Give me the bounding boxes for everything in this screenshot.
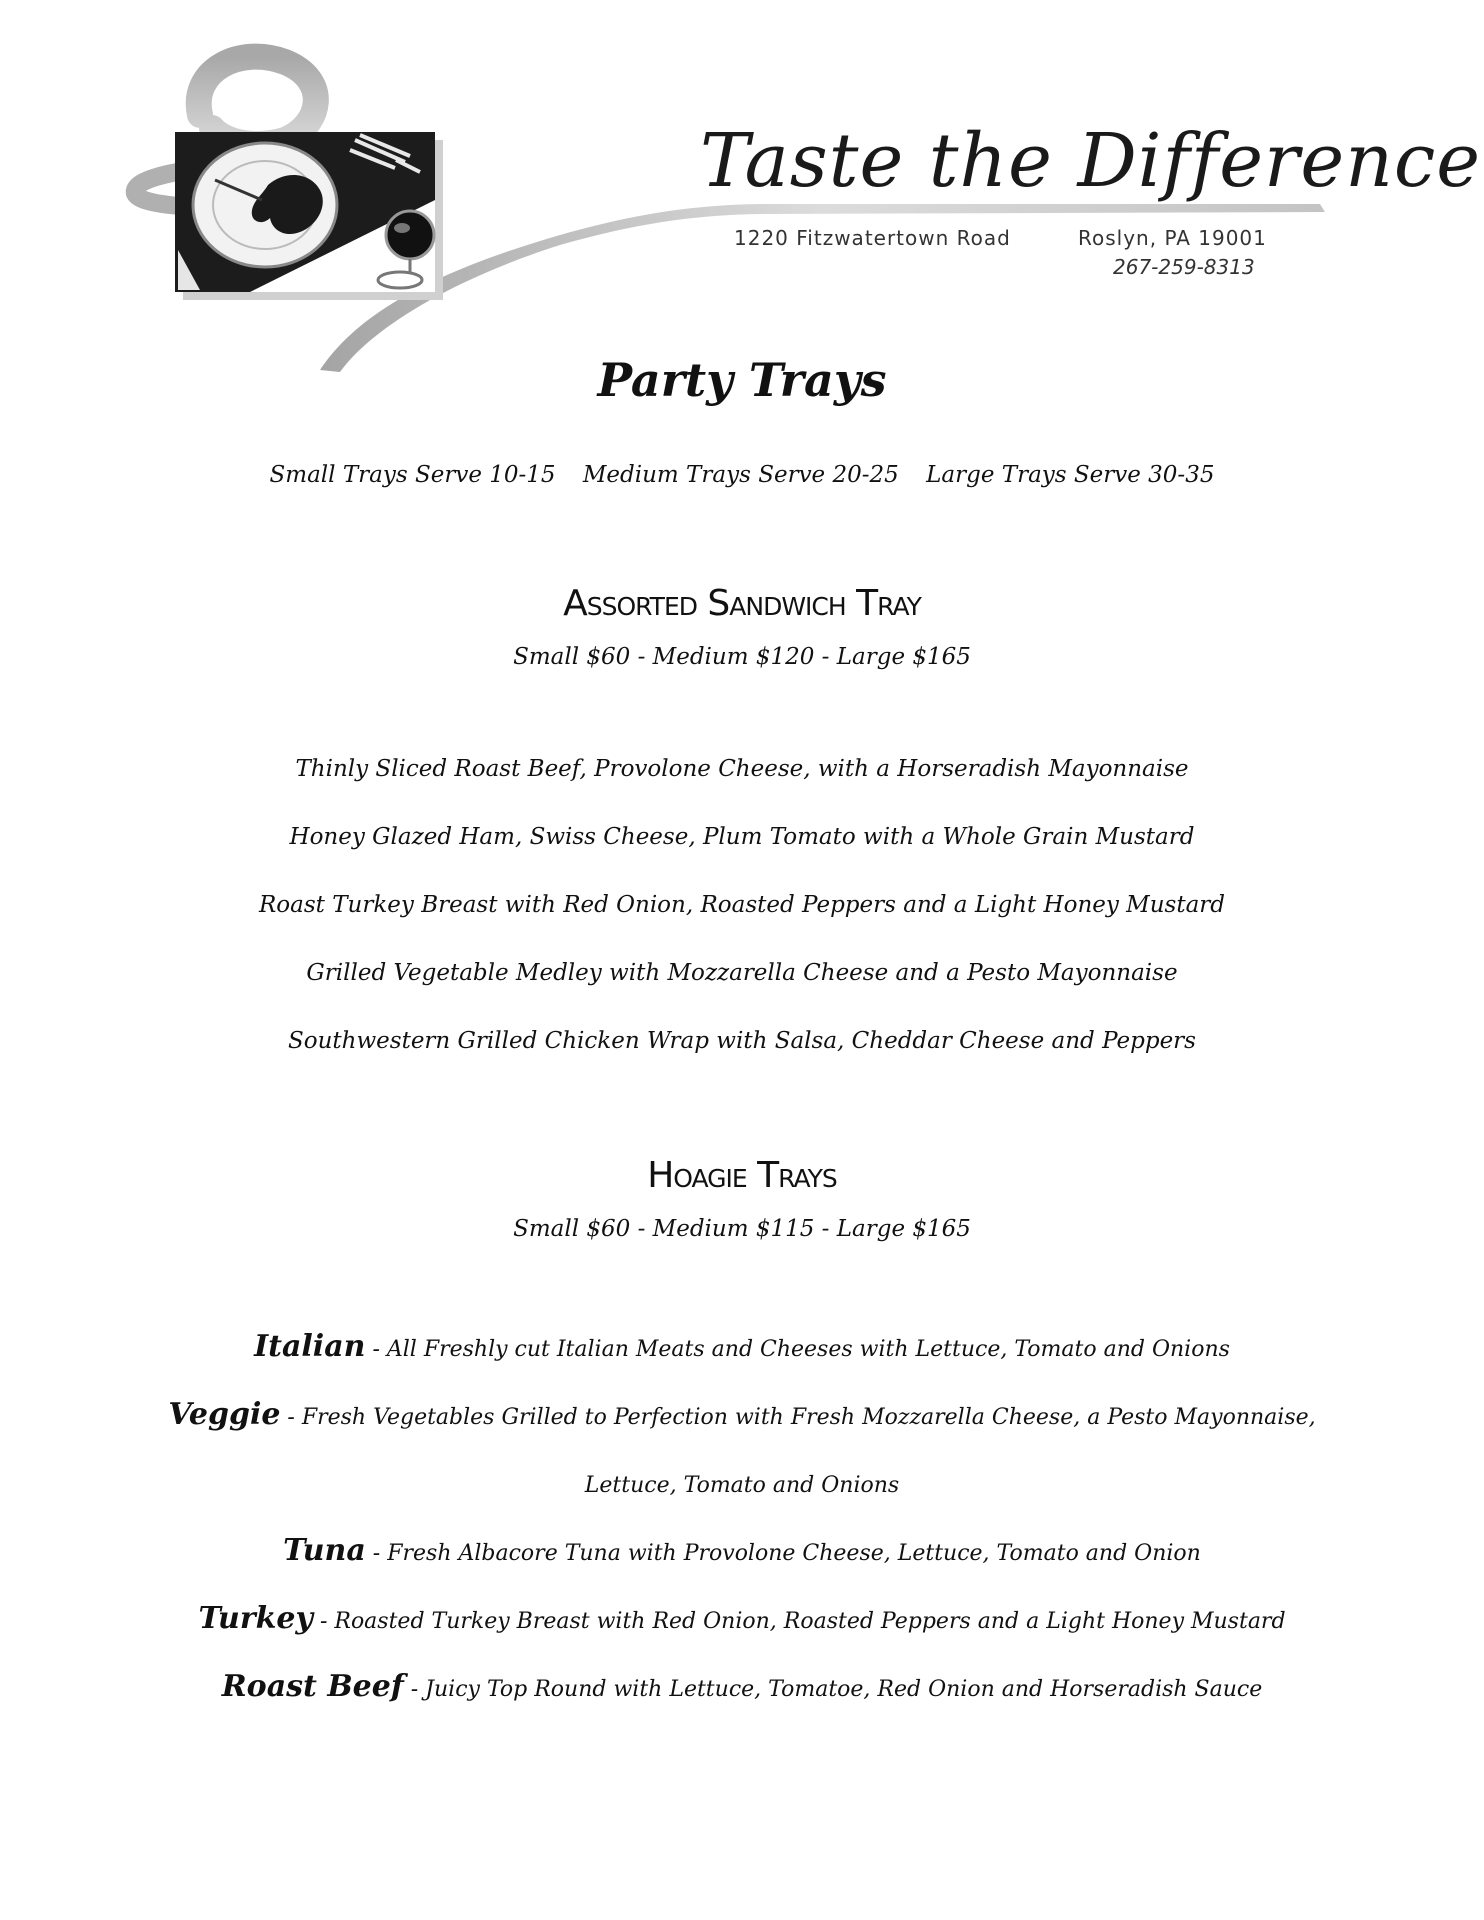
list-item: Thinly Sliced Roast Beef, Provolone Cheese, with a Horseradish Mayonnaise — [295, 756, 1189, 782]
hoagie-name: Veggie — [168, 1397, 281, 1432]
serving-size-large: Large Trays Serve 30-35 — [926, 462, 1215, 488]
list-item: Southwestern Grilled Chicken Wrap with Salsa, Cheddar Cheese and Peppers — [288, 1028, 1196, 1054]
hoagie-name: Tuna — [283, 1533, 366, 1568]
list-item — [0, 1653, 1484, 1721]
sandwich-list — [0, 735, 1484, 1075]
hoagie-name: Turkey — [198, 1601, 313, 1636]
hoagie-description: - All Freshly cut Italian Meats and Cheeses with Lettuce, Tomato and Onions — [365, 1337, 1230, 1362]
serving-size-small: Small Trays Serve 10-15 — [269, 462, 556, 488]
phone-number: 267-259-8313 — [1113, 255, 1255, 279]
hoagie-description: - Juicy Top Round with Lettuce, Tomatoe, Red Onion and Horseradish Sauce — [403, 1677, 1263, 1702]
hoagie-description: - Fresh Albacore Tuna with Provolone Cheese, Lettuce, Tomato and Onion — [365, 1541, 1201, 1566]
serving-sizes — [0, 457, 1484, 493]
serving-size-medium: Medium Trays Serve 20-25 — [582, 462, 899, 488]
page-title: Party Trays — [597, 353, 887, 407]
address-city: Roslyn, PA 19001 — [1078, 226, 1267, 250]
list-item — [0, 1585, 1484, 1653]
list-item — [0, 1517, 1484, 1585]
list-item — [0, 1449, 1484, 1517]
price-line: Small $60 - Medium $115 - Large $165 — [513, 1216, 971, 1242]
hoagie-name: Italian — [254, 1329, 366, 1364]
hoagie-description: - Roasted Turkey Breast with Red Onion, Roasted Peppers and a Light Honey Mustard — [312, 1609, 1286, 1634]
hoagie-list — [0, 1313, 1484, 1721]
wine-glass-icon — [386, 211, 434, 259]
list-item: Grilled Vegetable Medley with Mozzarella Cheese and a Pesto Mayonnaise — [306, 960, 1178, 986]
price-line: Small $60 - Medium $120 - Large $165 — [513, 644, 971, 670]
list-item — [0, 1381, 1484, 1449]
sandwich-tray-section — [0, 579, 1484, 1075]
address-street: 1220 Fitzwatertown Road — [734, 226, 1011, 250]
list-item: Roast Turkey Breast with Red Onion, Roasted Peppers and a Light Honey Mustard — [258, 892, 1226, 918]
list-item — [0, 1313, 1484, 1381]
list-item: Honey Glazed Ham, Swiss Cheese, Plum Tomato with a Whole Grain Mustard — [289, 824, 1195, 850]
hoagie-description: Lettuce, Tomato and Onions — [584, 1473, 900, 1498]
brand-title: Taste the Difference — [700, 118, 1482, 204]
menu-content — [0, 345, 1484, 1721]
section-heading: Hoagie Trays — [647, 1155, 837, 1196]
section-heading: Assorted Sandwich Tray — [563, 583, 921, 624]
hoagie-trays-section — [0, 1151, 1484, 1721]
hoagie-name: Roast Beef — [221, 1669, 404, 1704]
hoagie-description: - Fresh Vegetables Grilled to Perfection with Fresh Mozzarella Cheese, a Pesto Mayonnaise, — [280, 1405, 1316, 1430]
decorative-curl — [199, 57, 316, 144]
